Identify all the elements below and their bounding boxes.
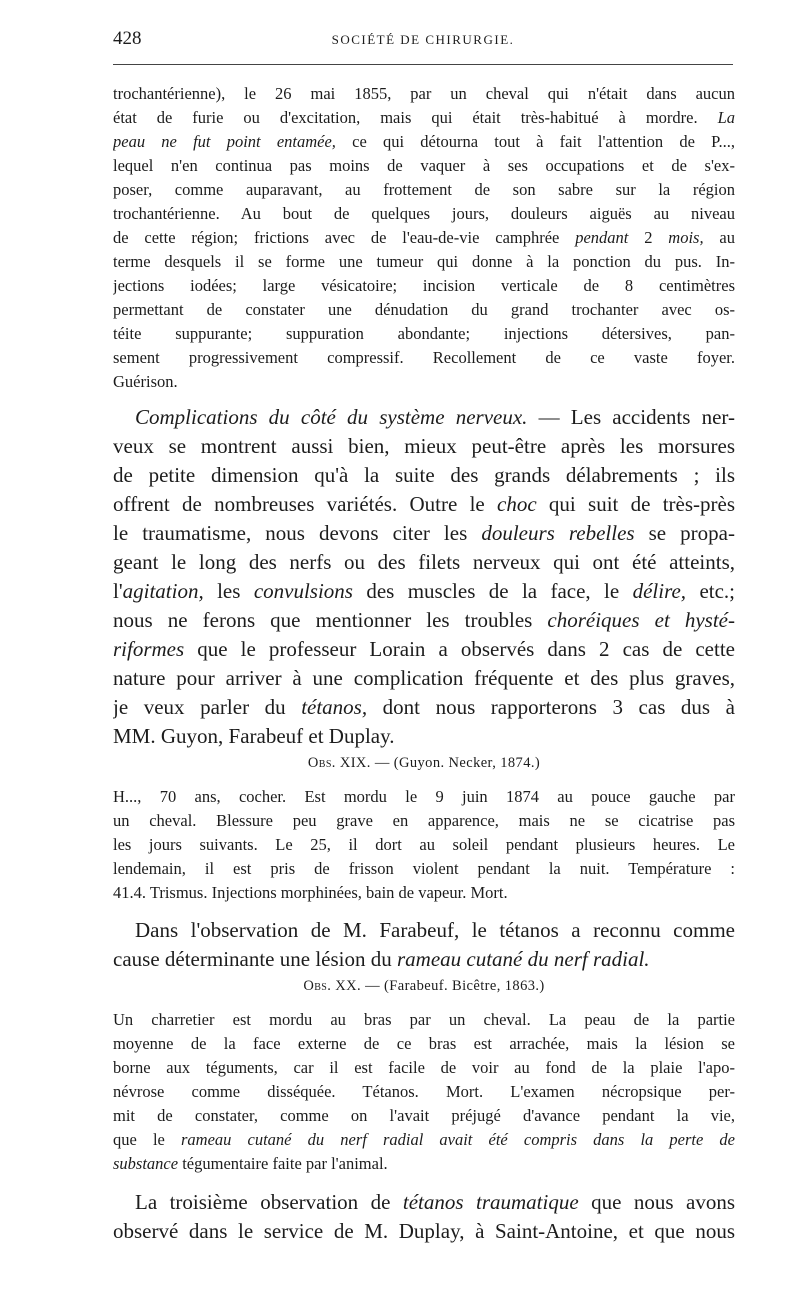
text-span: les jours suivants. Le 25, il dort au soleil pendant plusieurs heures. Le bbox=[113, 835, 735, 854]
text-line bbox=[113, 463, 735, 488]
text-span: que le bbox=[113, 1130, 181, 1149]
italic-text: La bbox=[717, 108, 735, 127]
text-span: névrose comme disséquée. Tétanos. Mort. L'examen nécropsique per- bbox=[113, 1082, 735, 1101]
text-span: moyenne de la face externe de ce bras est arrachée, mais la lésion se bbox=[113, 1034, 735, 1053]
text-line bbox=[113, 1219, 735, 1244]
text-line bbox=[135, 918, 735, 943]
observation-label: Obs. XIX. bbox=[307, 755, 371, 771]
text-line bbox=[113, 947, 735, 972]
text-span: un cheval. Blessure peu grave en apparence, mais ne se cicatrise pas bbox=[113, 811, 735, 830]
text-span: Guérison. bbox=[113, 372, 178, 391]
italic-text: tétanos traumatique bbox=[402, 1190, 579, 1214]
text-span: veux se montrent aussi bien, mieux peut-être après les morsures bbox=[113, 434, 735, 458]
italic-text: pendant bbox=[575, 228, 629, 247]
text-span: offrent de nombreuses variétés. Outre le bbox=[113, 492, 497, 516]
text-span: les bbox=[203, 579, 254, 603]
text-line bbox=[135, 1190, 735, 1215]
text-span: téite suppurante; suppuration abondante; injections détersives, pan- bbox=[113, 324, 735, 343]
text-span: Un charretier est mordu au bras par un cheval. La peau de la partie bbox=[113, 1010, 735, 1029]
text-line bbox=[113, 1106, 735, 1126]
text-span: dont nous rapporterons 3 cas dus à bbox=[367, 695, 735, 719]
italic-text: douleurs rebelles bbox=[481, 521, 635, 545]
text-line bbox=[113, 252, 735, 272]
italic-text: Complications du côté du système nerveux. bbox=[135, 405, 528, 429]
text-span: de petite dimension qu'à la suite des grands délabrements ; ils bbox=[113, 463, 735, 487]
text-span: le traumatisme, nous devons citer les bbox=[113, 521, 482, 545]
text-span: 2 bbox=[628, 228, 669, 247]
italic-text: choréiques et hysté- bbox=[547, 608, 735, 632]
text-line bbox=[113, 492, 735, 517]
text-line bbox=[113, 811, 735, 831]
text-span: lequel n'en continua pas moins de vaquer à ses occupations et de s'ex- bbox=[113, 156, 735, 175]
text-span: nous ne ferons que mentionner les troubles bbox=[113, 608, 548, 632]
observation-source: — (Farabeuf. Bicêtre, 1863.) bbox=[361, 978, 545, 994]
text-line bbox=[113, 228, 735, 248]
text-line bbox=[113, 300, 735, 320]
text-line bbox=[113, 84, 735, 104]
text-line bbox=[113, 724, 735, 749]
text-span: MM. Guyon, Farabeuf et Duplay. bbox=[113, 724, 395, 748]
text-line bbox=[113, 1058, 735, 1078]
italic-text: choc bbox=[497, 492, 537, 516]
text-line bbox=[113, 579, 735, 604]
text-span: observé dans le service de M. Duplay, à Saint-Antoine, et que nous bbox=[113, 1219, 735, 1243]
observation-heading bbox=[113, 755, 735, 772]
text-line bbox=[113, 324, 735, 344]
text-span: se propa- bbox=[634, 521, 735, 545]
text-line bbox=[113, 204, 735, 224]
text-line bbox=[113, 608, 735, 633]
text-line bbox=[113, 787, 735, 807]
text-span: trochantérienne), le 26 mai 1855, par un cheval qui n'était dans aucun bbox=[113, 84, 735, 103]
text-line bbox=[113, 1154, 735, 1174]
text-line bbox=[113, 348, 735, 368]
text-line bbox=[113, 1034, 735, 1054]
text-span: H..., 70 ans, cocher. Est mordu le 9 juin 1874 au pouce gauche par bbox=[113, 787, 735, 806]
text-span: état de furie ou d'excitation, mais qui était très-habitué à mordre. bbox=[113, 108, 718, 127]
text-line bbox=[113, 156, 735, 176]
text-span: — Les accidents ner- bbox=[527, 405, 735, 429]
text-span: ce qui détourna tout à fait l'attention de P..., bbox=[335, 132, 735, 151]
text-line bbox=[113, 521, 735, 546]
italic-text: délire, bbox=[632, 579, 687, 603]
text-line bbox=[113, 666, 735, 691]
text-span: des muscles de la face, le bbox=[352, 579, 633, 603]
text-span: 41.4. Trismus. Injections morphinées, bain de vapeur. Mort. bbox=[113, 883, 508, 902]
text-line bbox=[113, 859, 735, 879]
observation-label: Obs. XX. bbox=[303, 978, 362, 994]
text-line bbox=[113, 180, 735, 200]
text-span: mit de constater, comme on l'avait préjugé d'avance pendant la vie, bbox=[113, 1106, 735, 1125]
text-span: geant le long des nerfs ou des filets nerveux qui ont été atteints, bbox=[113, 550, 735, 574]
text-line bbox=[113, 108, 735, 128]
text-span: au bbox=[703, 228, 735, 247]
text-span: nature pour arriver à une complication fréquente et des plus graves, bbox=[113, 666, 735, 690]
text-line bbox=[113, 883, 735, 903]
text-span: que nous avons bbox=[578, 1190, 735, 1214]
italic-text: agitation, bbox=[122, 579, 204, 603]
text-span: La troisième observation de bbox=[135, 1190, 403, 1214]
running-title: SOCIÉTÉ DE CHIRURGIE. bbox=[331, 32, 515, 47]
text-line bbox=[113, 276, 735, 296]
text-span: tégumentaire faite par l'animal. bbox=[178, 1154, 388, 1173]
text-span: lendemain, il est pris de frisson violent pendant la nuit. Température : bbox=[113, 859, 735, 878]
italic-text: tétanos, bbox=[301, 695, 368, 719]
text-span: Dans l'observation de M. Farabeuf, le tétanos a reconnu comme bbox=[135, 918, 735, 942]
italic-text: peau ne fut point entamée, bbox=[113, 132, 336, 151]
text-line bbox=[113, 1130, 735, 1150]
text-span: sement progressivement compressif. Recollement de ce vaste foyer. bbox=[113, 348, 735, 367]
italic-text: rameau cutané du nerf radial. bbox=[396, 947, 650, 971]
text-span: terme desquels il se forme une tumeur qui donne à la ponction du pus. In- bbox=[113, 252, 735, 271]
text-line bbox=[113, 132, 735, 152]
page-number: 428 bbox=[113, 28, 142, 49]
text-span: que le professeur Lorain a observés dans 2 cas de cette bbox=[184, 637, 735, 661]
text-span: l' bbox=[113, 579, 123, 603]
text-span: jections iodées; large vésicatoire; incision verticale de 8 centimètres bbox=[113, 276, 735, 295]
text-line bbox=[113, 372, 735, 392]
header-rule bbox=[113, 64, 733, 65]
text-line bbox=[113, 550, 735, 575]
text-line bbox=[113, 637, 735, 662]
italic-text: mois, bbox=[668, 228, 704, 247]
text-line bbox=[113, 695, 735, 720]
text-span: permettant de constater une dénudation du grand trochanter avec os- bbox=[113, 300, 735, 319]
text-span: etc.; bbox=[686, 579, 735, 603]
text-span: qui suit de très-près bbox=[536, 492, 735, 516]
text-span: trochantérienne. Au bout de quelques jours, douleurs aiguës au niveau bbox=[113, 204, 735, 223]
text-line bbox=[113, 1082, 735, 1102]
text-span: je veux parler du bbox=[113, 695, 302, 719]
italic-text: substance bbox=[113, 1154, 179, 1173]
text-line bbox=[113, 835, 735, 855]
observation-heading bbox=[113, 978, 735, 995]
text-span: borne aux téguments, car il est facile de voir au fond de la plaie l'apo- bbox=[113, 1058, 735, 1077]
text-span: cause déterminante une lésion du bbox=[113, 947, 397, 971]
italic-text: riformes bbox=[113, 637, 185, 661]
page-header bbox=[113, 28, 733, 52]
text-line bbox=[113, 434, 735, 459]
text-span: poser, comme auparavant, au frottement de son sabre sur la région bbox=[113, 180, 735, 199]
observation-source: — (Guyon. Necker, 1874.) bbox=[370, 755, 541, 771]
text-line bbox=[135, 405, 735, 430]
italic-text: rameau cutané du nerf radial avait été compris dans la perte de bbox=[180, 1130, 735, 1149]
text-span: de cette région; frictions avec de l'eau-de-vie camphrée bbox=[113, 228, 576, 247]
italic-text: convulsions bbox=[253, 579, 353, 603]
text-line bbox=[113, 1010, 735, 1030]
